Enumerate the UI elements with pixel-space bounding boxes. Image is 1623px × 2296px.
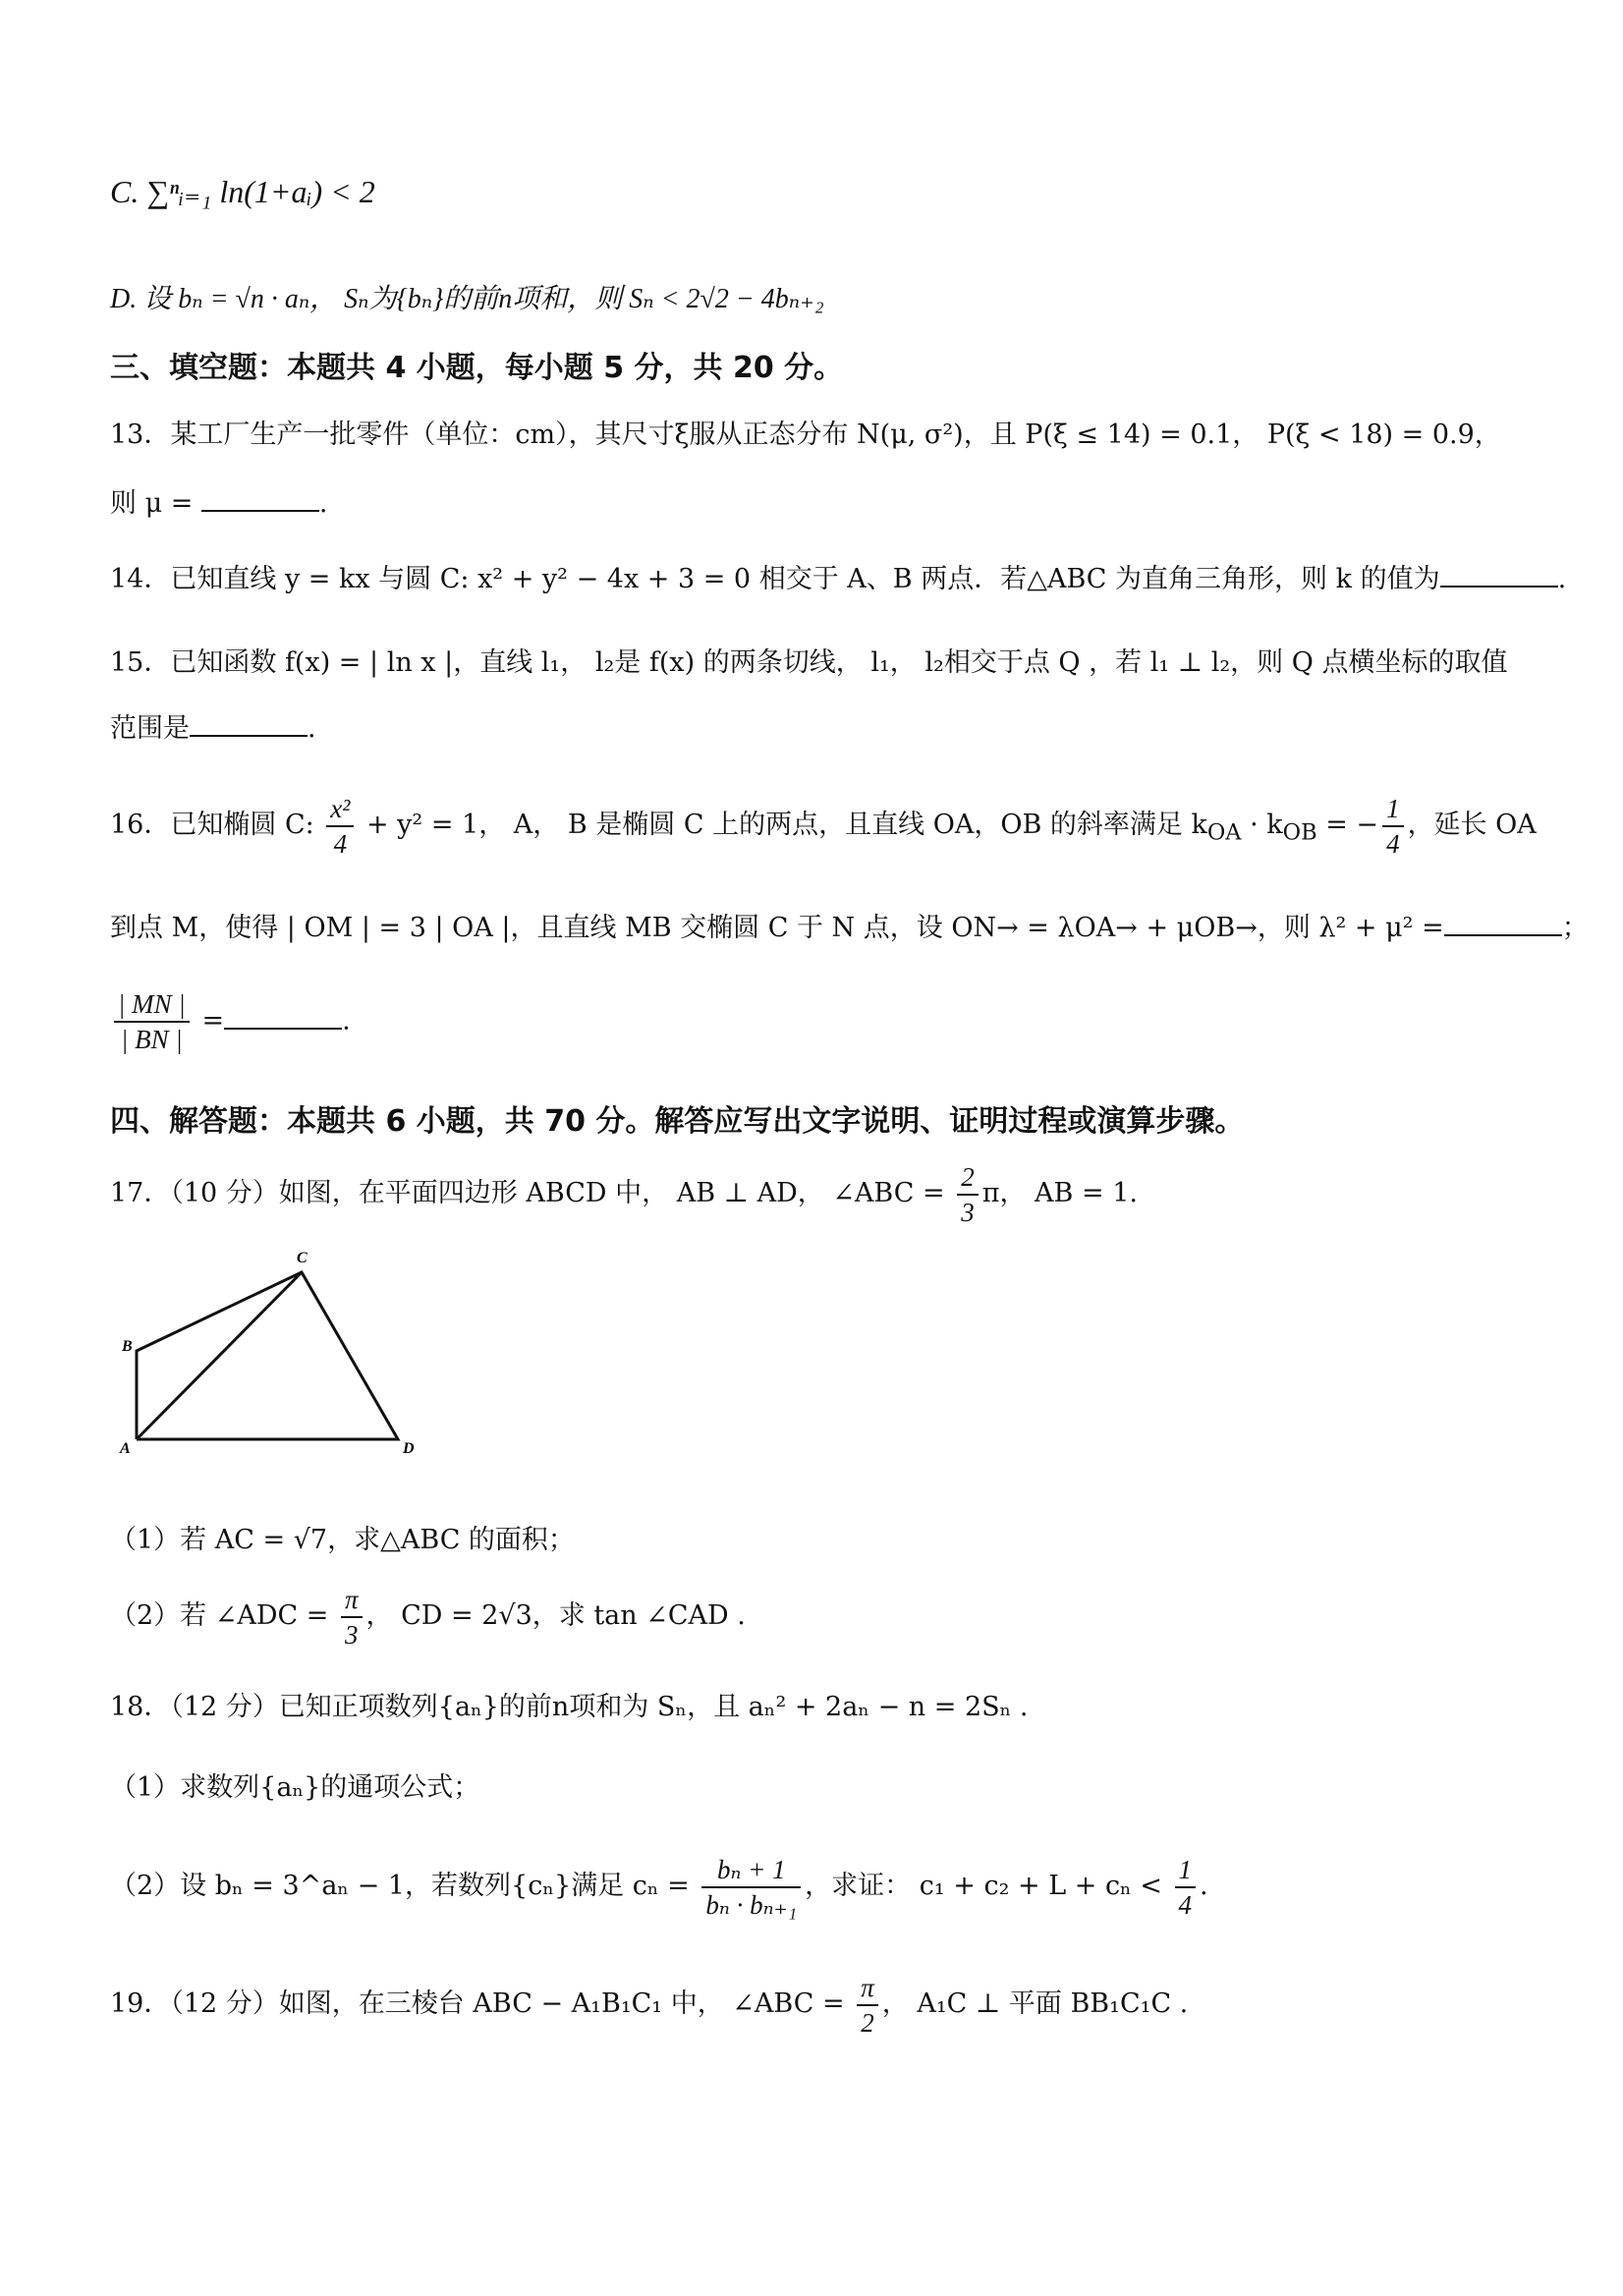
answer-blank[interactable]: [224, 1002, 342, 1030]
fraction-1-over-4: $\frac{1}{4}$: [1175, 1853, 1197, 1922]
quadrilateral-outline: [137, 1272, 398, 1439]
section-3-heading: 三、填空题：本题共 4 小题，每小题 5 分，共 20 分。: [110, 351, 844, 385]
question-18-line-1: 18．（12 分）已知正项数列{aₙ}的前n项和为 Sₙ，且 aₙ² + 2aₙ − n = 2Sₙ .: [110, 1692, 1029, 1722]
question-17-line-1: 17．（10 分）如图，在平面四边形 ABCD 中， AB ⊥ AD， ∠ABC = $\frac{2}{3}$ π， AB = 1.: [110, 1161, 1138, 1227]
question-18-part-2: （2）设 bₙ = 3^aₙ − 1，若数列{cₙ}满足 cₙ = $\frac{\text{bₙ + 1}}{\text{bₙ · bₙ₊₁}}$ ，求证： c₁ + c₂ + L + cₙ < $\frac{1}{4}$ .: [110, 1854, 1208, 1920]
answer-blank[interactable]: [190, 709, 308, 737]
question-13-line-1: 13．某工厂生产一批零件（单位：cm），其尺寸ξ服从正态分布 N(μ, σ²)，且 P(ξ ≤ 14) = 0.1， P(ξ < 18) = 0.9，: [110, 420, 1501, 450]
fraction-mn-over-bn: $\frac{| MN |}{| BN |}$: [114, 987, 190, 1056]
quadrilateral-abcd-figure: [110, 1243, 444, 1469]
fraction-pi-over-2: $\frac{\pi}{2}$: [857, 1971, 878, 2040]
option-c: C. ∑ⁿᵢ₌₁ ln(1+aᵢ) < 2: [110, 174, 375, 209]
diagonal-ac: [137, 1272, 302, 1439]
section-4-heading: 四、解答题：本题共 6 小题，共 70 分。解答应写出文字说明、证明过程或演算步骤。: [110, 1104, 1245, 1139]
question-18-part-1: （1）求数列{aₙ}的通项公式；: [110, 1772, 480, 1803]
label-c: C: [297, 1250, 308, 1266]
question-14-line-1: 14．已知直线 y = kx 与圆 C: x² + y² − 4x + 3 = 0 相交于 A、B 两点．若△ABC 为直角三角形，则 k 的值为 .: [110, 560, 1525, 599]
answer-blank[interactable]: [1440, 560, 1558, 588]
label-d: D: [403, 1440, 415, 1457]
question-17-part-1: （1）若 AC = √7，求△ABC 的面积；: [110, 1525, 575, 1555]
fraction-1-over-4: $\frac{1}{4}$: [1382, 792, 1404, 861]
question-16-line-2: 到点 M，使得 | OM | = 3 | OA |，且直线 MB 交椭圆 C 于 N 点，设 ON→ = λOA→ + μOB→，则 λ² + μ² = ；: [110, 909, 1525, 948]
fraction-x2-over-4: $\frac{\text{x²}}{4}$: [326, 792, 354, 861]
question-17-part-2: （2）若 ∠ADC = $\frac{\pi}{3}$ ， CD = 2√3，求 tan ∠CAD .: [110, 1584, 746, 1650]
fraction-2-over-3: $\frac{2}{3}$: [957, 1160, 979, 1229]
question-13-line-2: 则 μ = .: [110, 484, 1525, 524]
answer-blank[interactable]: [201, 484, 319, 512]
label-a: A: [120, 1440, 131, 1457]
label-b: B: [122, 1338, 133, 1355]
question-15-line-2: 范围是 .: [110, 709, 1525, 749]
answer-blank[interactable]: [1444, 909, 1562, 936]
fraction-cn: $\frac{\text{bₙ + 1}}{\text{bₙ · bₙ₊₁}}$: [701, 1853, 801, 1922]
option-d: D. 设 bₙ = √n · aₙ， Sₙ为{bₙ}的前n项和，则 Sₙ < 2√2 − 4bₙ₊₂: [110, 284, 824, 314]
question-16-line-3: $\frac{| MN |}{| BN |}$ = .: [110, 987, 1525, 1056]
fraction-pi-over-3: $\frac{\pi}{3}$: [341, 1583, 363, 1652]
question-16-line-1: 16．已知椭圆 C: $\frac{\text{x²}}{4}$ + y² = 1， A， B 是椭圆 C 上的两点，且直线 OA，OB 的斜率满足 $k_{OA} \cdot k_{OB}$ = − $\frac{1}{4}$ ，延长 OA: [110, 793, 1537, 859]
question-19-line-1: 19．（12 分）如图，在三棱台 ABC − A₁B₁C₁ 中， ∠ABC = $\frac{\pi}{2}$ ， A₁C ⊥ 平面 BB₁C₁C .: [110, 1972, 1189, 2038]
question-15-line-1: 15．已知函数 f(x) = | ln x |，直线 l₁， l₂是 f(x) 的两条切线， l₁， l₂相交于点 Q ，若 l₁ ⊥ l₂，则 Q 点横坐标的取值: [110, 647, 1508, 678]
